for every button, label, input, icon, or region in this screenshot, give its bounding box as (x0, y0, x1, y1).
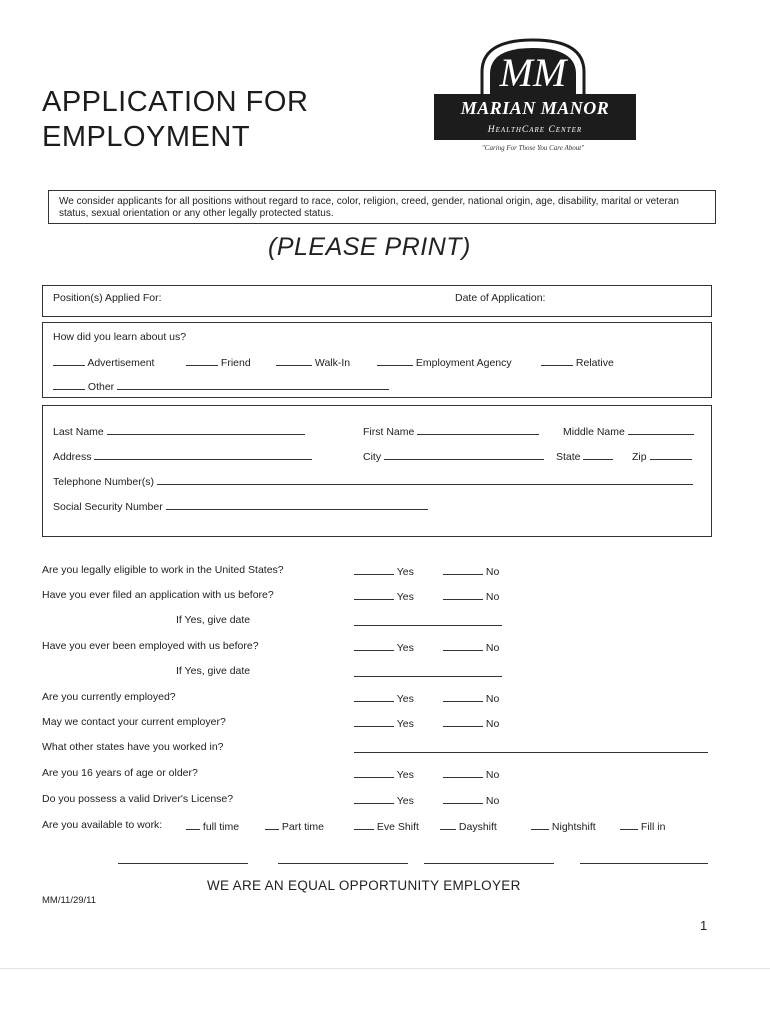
q-employed-before-no[interactable]: No (443, 640, 499, 654)
bottom-line-2[interactable] (278, 863, 408, 864)
q-contact-employer: May we contact your current employer? (42, 716, 226, 728)
bottom-line-1[interactable] (118, 863, 248, 864)
q-license-yes[interactable]: Yes (354, 793, 414, 807)
avail-full-time[interactable]: full time (186, 819, 239, 833)
q-currently-employed: Are you currently employed? (42, 691, 176, 703)
bottom-line-3[interactable] (424, 863, 554, 864)
disclaimer-box (48, 190, 716, 224)
q-availability: Are you available to work: (42, 819, 163, 831)
logo-tagline: "Caring For Those You Care About" (481, 144, 585, 152)
state-field[interactable]: State (556, 449, 613, 463)
equal-opportunity-statement: WE ARE AN EQUAL OPPORTUNITY EMPLOYER (207, 878, 521, 893)
first-name-field[interactable]: First Name (363, 424, 539, 438)
page-title-line2: EMPLOYMENT (42, 121, 251, 153)
q-currently-employed-yes[interactable]: Yes (354, 691, 414, 705)
city-field[interactable]: City (363, 449, 544, 463)
avail-eve-shift[interactable]: Eve Shift (354, 819, 419, 833)
address-field[interactable]: Address (53, 449, 312, 463)
q-employed-before: Have you ever been employed with us before? (42, 640, 259, 652)
position-label: Position(s) Applied For: (53, 292, 162, 304)
q-other-states: What other states have you worked in? (42, 741, 224, 753)
q-employed-date-label: If Yes, give date (176, 665, 251, 677)
q-license: Do you possess a valid Driver's License? (42, 793, 234, 805)
page-number: 1 (700, 918, 708, 933)
q-contact-employer-yes[interactable]: Yes (354, 716, 414, 730)
telephone-field[interactable]: Telephone Number(s) (53, 474, 693, 488)
referral-question: How did you learn about us? (53, 331, 187, 343)
logo-subtitle: HealthCare Center (434, 122, 636, 140)
logo-name: MARIAN MANOR (434, 94, 636, 122)
option-walk-in[interactable]: Walk-In (276, 355, 350, 369)
please-print-heading: (PLEASE PRINT) (268, 233, 471, 261)
q-contact-employer-no[interactable]: No (443, 716, 499, 730)
q-filed-yes[interactable]: Yes (354, 589, 414, 603)
q-filed: Have you ever filed an application with us before? (42, 589, 274, 601)
date-of-application-label: Date of Application: (455, 292, 546, 304)
q-employed-date-line[interactable] (354, 676, 502, 677)
q-filed-no[interactable]: No (443, 589, 499, 603)
q-age: Are you 16 years of age or older? (42, 767, 198, 779)
personal-info-box (42, 405, 712, 537)
avail-dayshift[interactable]: Dayshift (440, 819, 497, 833)
form-code: MM/11/29/11 (42, 895, 97, 906)
middle-name-field[interactable]: Middle Name (563, 424, 694, 438)
page-title-line1: APPLICATION FOR (42, 86, 309, 118)
position-box (42, 285, 712, 317)
option-employment-agency[interactable]: Employment Agency (377, 355, 512, 369)
monogram-logo-mark (478, 38, 588, 94)
q-filed-date-label: If Yes, give date (176, 614, 251, 626)
q-license-no[interactable]: No (443, 793, 499, 807)
q-eligible: Are you legally eligible to work in the United States? (42, 564, 284, 576)
q-eligible-no[interactable]: No (443, 564, 499, 578)
q-age-no[interactable]: No (443, 767, 499, 781)
referral-source-box (42, 322, 712, 398)
q-currently-employed-no[interactable]: No (443, 691, 499, 705)
page-edge-divider (0, 968, 770, 969)
q-other-states-line[interactable] (354, 752, 708, 753)
last-name-field[interactable]: Last Name (53, 424, 305, 438)
option-other[interactable]: Other (53, 379, 389, 393)
company-logo (428, 38, 638, 164)
ssn-field[interactable]: Social Security Number (53, 499, 428, 513)
q-filed-date-line[interactable] (354, 625, 502, 626)
q-employed-before-yes[interactable]: Yes (354, 640, 414, 654)
zip-field[interactable]: Zip (632, 449, 692, 463)
q-age-yes[interactable]: Yes (354, 767, 414, 781)
avail-part-time[interactable]: Part time (265, 819, 324, 833)
option-advertisement[interactable]: Advertisement (53, 355, 154, 369)
option-friend[interactable]: Friend (186, 355, 251, 369)
disclaimer-text: We consider applicants for all positions without regard to race, color, religion, creed, gender, national origin, age, disability, marital or veteran status, sexual orientation or any other legally protected status. (59, 196, 679, 219)
logo-monogram: MM (499, 50, 567, 94)
avail-fill-in[interactable]: Fill in (620, 819, 665, 833)
option-relative[interactable]: Relative (541, 355, 614, 369)
avail-nightshift[interactable]: Nightshift (531, 819, 596, 833)
q-eligible-yes[interactable]: Yes (354, 564, 414, 578)
bottom-line-4[interactable] (580, 863, 708, 864)
